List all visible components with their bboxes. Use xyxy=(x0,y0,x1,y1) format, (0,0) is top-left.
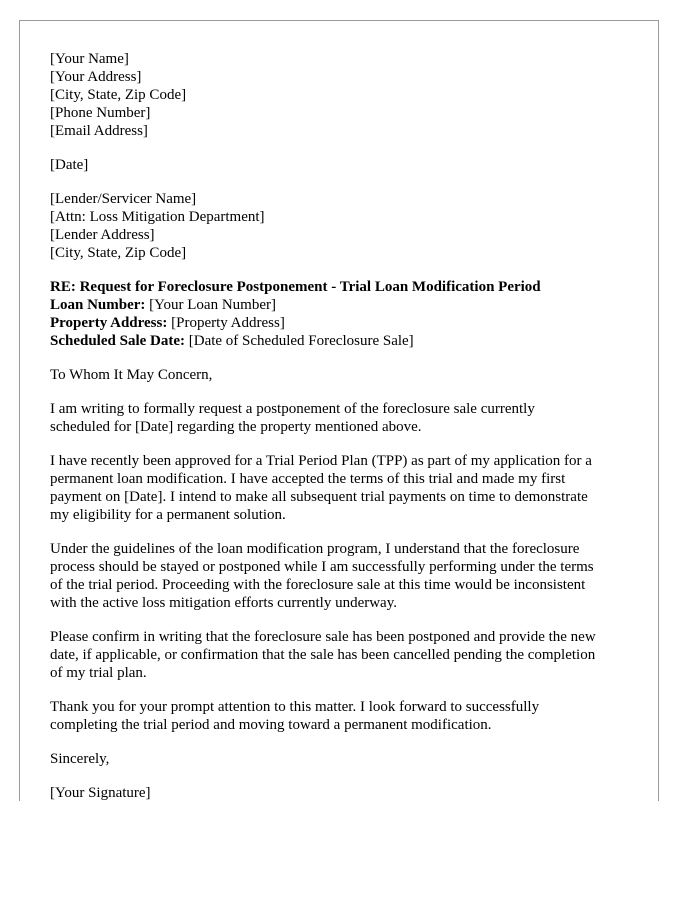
salutation xyxy=(50,366,640,384)
salutation-text: To Whom It May Concern, xyxy=(50,367,213,383)
loan-number-value: [Your Loan Number] xyxy=(145,297,276,313)
loan-number-label: Loan Number: xyxy=(50,297,146,313)
sender-city-state-zip: [City, State, Zip Code] xyxy=(50,87,187,103)
recipient-attn: [Attn: Loss Mitigation Department] xyxy=(50,209,265,225)
paragraph-line: my eligibility for a permanent solution. xyxy=(50,507,286,523)
paragraph-line: of my trial plan. xyxy=(50,665,147,681)
paragraph-line: payment on [Date]. I intend to make all subsequent trial payments on time to demonstrate xyxy=(50,489,588,505)
recipient-block xyxy=(50,190,640,262)
sender-address: [Your Address] xyxy=(50,69,142,85)
recipient-address: [Lender Address] xyxy=(50,227,155,243)
paragraph-line: Please confirm in writing that the foreclosure sale has been postponed and provide the new xyxy=(50,629,596,645)
body-paragraph-5 xyxy=(50,698,640,734)
re-subject-text: RE: Request for Foreclosure Postponement - Trial Loan Modification Period xyxy=(50,279,541,295)
sale-date-line xyxy=(50,332,640,350)
signature xyxy=(50,784,640,802)
re-block xyxy=(50,278,640,350)
sale-date-label: Scheduled Sale Date: xyxy=(50,333,185,349)
sender-email: [Email Address] xyxy=(50,123,148,139)
recipient-city-state-zip: [City, State, Zip Code] xyxy=(50,245,187,261)
signature-text: [Your Signature] xyxy=(50,785,151,801)
letter-content xyxy=(50,50,640,818)
paragraph-line: process should be stayed or postponed while I am successfully performing under the terms xyxy=(50,559,594,575)
sender-block xyxy=(50,50,640,140)
paragraph-line: with the active loss mitigation efforts currently underway. xyxy=(50,595,397,611)
letter-date: [Date] xyxy=(50,157,89,173)
date-block xyxy=(50,156,640,174)
loan-number-line xyxy=(50,296,640,314)
sender-phone: [Phone Number] xyxy=(50,105,151,121)
paragraph-line: Under the guidelines of the loan modification program, I understand that the foreclosure xyxy=(50,541,580,557)
recipient-name: [Lender/Servicer Name] xyxy=(50,191,197,207)
paragraph-line: permanent loan modification. I have accepted the terms of this trial and made my first xyxy=(50,471,566,487)
body-paragraph-1 xyxy=(50,400,640,436)
closing xyxy=(50,750,640,768)
paragraph-line: I have recently been approved for a Trial Period Plan (TPP) as part of my application for a xyxy=(50,453,592,469)
body-paragraph-4 xyxy=(50,628,640,682)
property-address-line xyxy=(50,314,640,332)
property-address-value: [Property Address] xyxy=(167,315,285,331)
paragraph-line: of the trial period. Proceeding with the foreclosure sale at this time would be inconsistent xyxy=(50,577,586,593)
paragraph-line: completing the trial period and moving toward a permanent modification. xyxy=(50,717,492,733)
paragraph-line: date, if applicable, or confirmation that the sale has been cancelled pending the completion xyxy=(50,647,596,663)
property-address-label: Property Address: xyxy=(50,315,168,331)
letter-page xyxy=(19,20,659,801)
paragraph-line: Thank you for your prompt attention to this matter. I look forward to successfully xyxy=(50,699,540,715)
body-paragraph-3 xyxy=(50,540,640,612)
re-subject xyxy=(50,278,640,296)
body-paragraph-2 xyxy=(50,452,640,524)
paragraph-line: I am writing to formally request a postponement of the foreclosure sale currently xyxy=(50,401,535,417)
paragraph-line: scheduled for [Date] regarding the property mentioned above. xyxy=(50,419,422,435)
sale-date-value: [Date of Scheduled Foreclosure Sale] xyxy=(185,333,414,349)
sender-name: [Your Name] xyxy=(50,51,129,67)
closing-text: Sincerely, xyxy=(50,751,110,767)
